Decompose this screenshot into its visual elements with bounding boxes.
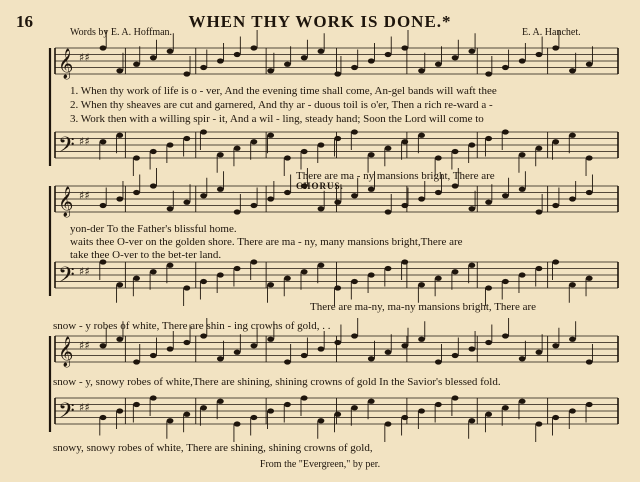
note-head — [452, 55, 459, 60]
note-head — [368, 272, 375, 277]
note-head — [586, 62, 593, 67]
note-head — [452, 183, 459, 188]
note-head — [183, 71, 190, 76]
note-head — [485, 200, 492, 205]
note-head — [586, 359, 593, 364]
note-head — [435, 190, 442, 195]
note-head — [418, 337, 425, 342]
note-head — [217, 58, 224, 63]
hymn-title: WHEN THY WORK IS DONE.* — [188, 12, 452, 31]
note-head — [536, 52, 543, 57]
note-head — [318, 263, 325, 268]
note-head — [200, 405, 207, 410]
note-head — [167, 263, 174, 268]
note-head — [385, 350, 392, 355]
note-head — [536, 266, 543, 271]
note-head — [267, 196, 274, 201]
note-head — [519, 58, 526, 63]
note-head — [452, 269, 459, 274]
note-head — [385, 52, 392, 57]
note-head — [251, 343, 258, 348]
note-head — [351, 129, 358, 134]
note-head — [217, 272, 224, 277]
note-head — [267, 133, 274, 138]
note-head — [301, 269, 308, 274]
note-head — [234, 52, 241, 57]
key-signature: ♯♯ — [79, 189, 90, 202]
note-head — [318, 142, 325, 147]
note-head — [234, 146, 241, 151]
note-head — [569, 408, 576, 413]
note-head — [167, 206, 174, 211]
note-head — [301, 395, 308, 400]
note-head — [435, 155, 442, 160]
note-head — [318, 346, 325, 351]
note-head — [351, 193, 358, 198]
note-head — [401, 203, 408, 208]
note-head — [284, 276, 291, 281]
note-head — [234, 209, 241, 214]
note-head — [418, 196, 425, 201]
note-head — [569, 68, 576, 73]
note-head — [200, 65, 207, 70]
note-head — [552, 343, 559, 348]
note-head — [452, 395, 459, 400]
note-head — [418, 68, 425, 73]
note-head — [116, 337, 123, 342]
note-head — [468, 418, 475, 423]
note-head — [519, 152, 526, 157]
note-head — [586, 190, 593, 195]
note-head — [251, 203, 258, 208]
note-head — [183, 200, 190, 205]
note-head — [468, 206, 475, 211]
note-head — [267, 282, 274, 287]
note-head — [200, 129, 207, 134]
note-head — [351, 65, 358, 70]
note-head — [100, 415, 107, 420]
note-head — [217, 152, 224, 157]
note-head — [418, 282, 425, 287]
note-head — [569, 196, 576, 201]
note-head — [452, 353, 459, 358]
bass-clef-icon: 𝄢 — [58, 133, 75, 163]
bass-clef-icon: 𝄢 — [58, 399, 75, 429]
note-head — [334, 412, 341, 417]
system3-bass-lyric: snowy, snowy robes of white, There are shining, shining crowns of gold, — [53, 442, 373, 454]
note-head — [468, 263, 475, 268]
note-head — [569, 133, 576, 138]
note-head — [251, 415, 258, 420]
note-head — [183, 136, 190, 141]
note-head — [418, 133, 425, 138]
note-head — [116, 282, 123, 287]
key-signature: ♯♯ — [79, 401, 90, 414]
note-head — [150, 149, 157, 154]
system2-verse-3: take thee O-ver to the bet-ter land. — [70, 249, 222, 261]
note-head — [334, 340, 341, 345]
note-head — [368, 187, 375, 192]
note-head — [586, 276, 593, 281]
key-signature: ♯♯ — [79, 265, 90, 278]
note-head — [351, 405, 358, 410]
note-head — [351, 279, 358, 284]
note-head — [401, 45, 408, 50]
verse-2: 2. When thy sheaves are cut and garnered, And thy ar - duous toil is o'er, Then a rich re-ward a - — [70, 99, 493, 111]
note-head — [401, 415, 408, 420]
system2-verse-1: yon-der To the Father's blissful home. — [70, 223, 237, 235]
note-head — [452, 149, 459, 154]
note-head — [519, 272, 526, 277]
treble-clef-icon: 𝄞 — [58, 337, 74, 367]
note-head — [150, 395, 157, 400]
note-head — [368, 356, 375, 361]
note-head — [133, 402, 140, 407]
note-head — [284, 62, 291, 67]
key-signature: ♯♯ — [79, 339, 90, 352]
note-head — [167, 418, 174, 423]
note-head — [100, 45, 107, 50]
note-head — [536, 209, 543, 214]
note-head — [519, 187, 526, 192]
key-signature: ♯♯ — [79, 135, 90, 148]
treble-clef-icon: 𝄞 — [58, 187, 74, 217]
note-head — [485, 412, 492, 417]
note-head — [435, 402, 442, 407]
note-head — [217, 356, 224, 361]
note-head — [251, 139, 258, 144]
note-head — [284, 359, 291, 364]
note-head — [217, 187, 224, 192]
note-head — [552, 415, 559, 420]
note-head — [234, 421, 241, 426]
note-head — [183, 412, 190, 417]
note-head — [569, 282, 576, 287]
note-head — [251, 45, 258, 50]
note-head — [368, 152, 375, 157]
note-head — [536, 350, 543, 355]
note-head — [150, 353, 157, 358]
treble-clef-icon: 𝄞 — [58, 49, 74, 79]
note-head — [116, 196, 123, 201]
note-head — [536, 146, 543, 151]
note-head — [200, 279, 207, 284]
chorus-label: CHORUS. — [296, 181, 344, 191]
verse-3: 3. Work then with a willing spir - it, And a wil - ling, steady hand; Soon the Lord will come to — [70, 113, 484, 125]
words-credit: Words by E. A. Hoffman. — [70, 27, 173, 38]
note-head — [385, 209, 392, 214]
system2-verse-2: waits thee O-ver on the golden shore. There are ma - ny, many mansions bright,There are — [70, 236, 463, 248]
note-head — [150, 269, 157, 274]
note-head — [401, 259, 408, 264]
note-head — [116, 68, 123, 73]
note-head — [552, 203, 559, 208]
note-head — [301, 353, 308, 358]
note-head — [284, 190, 291, 195]
note-head — [368, 58, 375, 63]
note-head — [485, 71, 492, 76]
note-head — [536, 421, 543, 426]
note-head — [485, 340, 492, 345]
note-head — [251, 259, 258, 264]
note-head — [284, 402, 291, 407]
music-credit: E. A. Hanchet. — [522, 27, 581, 38]
note-head — [435, 62, 442, 67]
note-head — [150, 55, 157, 60]
note-head — [100, 139, 107, 144]
verse-1: 1. When thy work of life is o - ver, And the evening time shall come, An-gel bands will waft thee — [70, 85, 497, 97]
note-head — [167, 142, 174, 147]
note-head — [334, 200, 341, 205]
note-head — [301, 55, 308, 60]
note-head — [519, 356, 526, 361]
note-head — [334, 285, 341, 290]
note-head — [217, 399, 224, 404]
note-head — [468, 142, 475, 147]
note-head — [318, 49, 325, 54]
footnote: From the "Evergreen," by per. — [259, 459, 381, 470]
note-head — [502, 65, 509, 70]
bass-lyric-2: There are ma-ny, ma-ny mansions bright, There are — [310, 301, 537, 313]
note-head — [267, 408, 274, 413]
note-head — [301, 149, 308, 154]
key-signature: ♯♯ — [79, 51, 90, 64]
bass-clef-icon: 𝄢 — [58, 263, 75, 293]
note-head — [552, 139, 559, 144]
note-head — [318, 206, 325, 211]
note-head — [267, 337, 274, 342]
note-head — [552, 259, 559, 264]
note-head — [100, 203, 107, 208]
note-head — [485, 285, 492, 290]
note-head — [385, 266, 392, 271]
note-head — [401, 343, 408, 348]
note-head — [133, 359, 140, 364]
system3-mid-lyric: snow - y, snowy robes of white,There are shining, shining crowns of gold In the Savior's blessed fold. — [53, 376, 501, 388]
note-head — [552, 45, 559, 50]
note-head — [284, 155, 291, 160]
note-head — [133, 62, 140, 67]
bass-lyric-1: There are ma - ny mansions bright, There are — [296, 170, 495, 182]
note-head — [351, 333, 358, 338]
note-head — [586, 402, 593, 407]
note-head — [435, 359, 442, 364]
note-head — [502, 405, 509, 410]
note-head — [116, 133, 123, 138]
note-head — [234, 266, 241, 271]
note-head — [200, 333, 207, 338]
note-head — [435, 276, 442, 281]
note-head — [133, 190, 140, 195]
note-head — [100, 343, 107, 348]
page-number: 16 — [16, 12, 33, 31]
note-head — [385, 421, 392, 426]
note-head — [167, 346, 174, 351]
note-head — [334, 71, 341, 76]
note-head — [267, 68, 274, 73]
system3-top-lyric: snow - y robes of white, There are shin - ing crowns of gold, . . — [53, 320, 331, 332]
note-head — [519, 399, 526, 404]
note-head — [318, 418, 325, 423]
note-head — [167, 49, 174, 54]
note-head — [502, 129, 509, 134]
note-head — [385, 146, 392, 151]
note-head — [569, 337, 576, 342]
note-head — [133, 155, 140, 160]
note-head — [133, 276, 140, 281]
note-head — [468, 346, 475, 351]
note-head — [485, 136, 492, 141]
note-head — [183, 340, 190, 345]
note-head — [502, 193, 509, 198]
note-head — [368, 399, 375, 404]
note-head — [183, 285, 190, 290]
note-head — [116, 408, 123, 413]
note-head — [502, 279, 509, 284]
note-head — [401, 139, 408, 144]
note-head — [502, 333, 509, 338]
note-head — [586, 155, 593, 160]
note-head — [150, 183, 157, 188]
note-head — [200, 193, 207, 198]
note-head — [334, 136, 341, 141]
note-head — [234, 350, 241, 355]
note-head — [418, 408, 425, 413]
note-head — [468, 49, 475, 54]
